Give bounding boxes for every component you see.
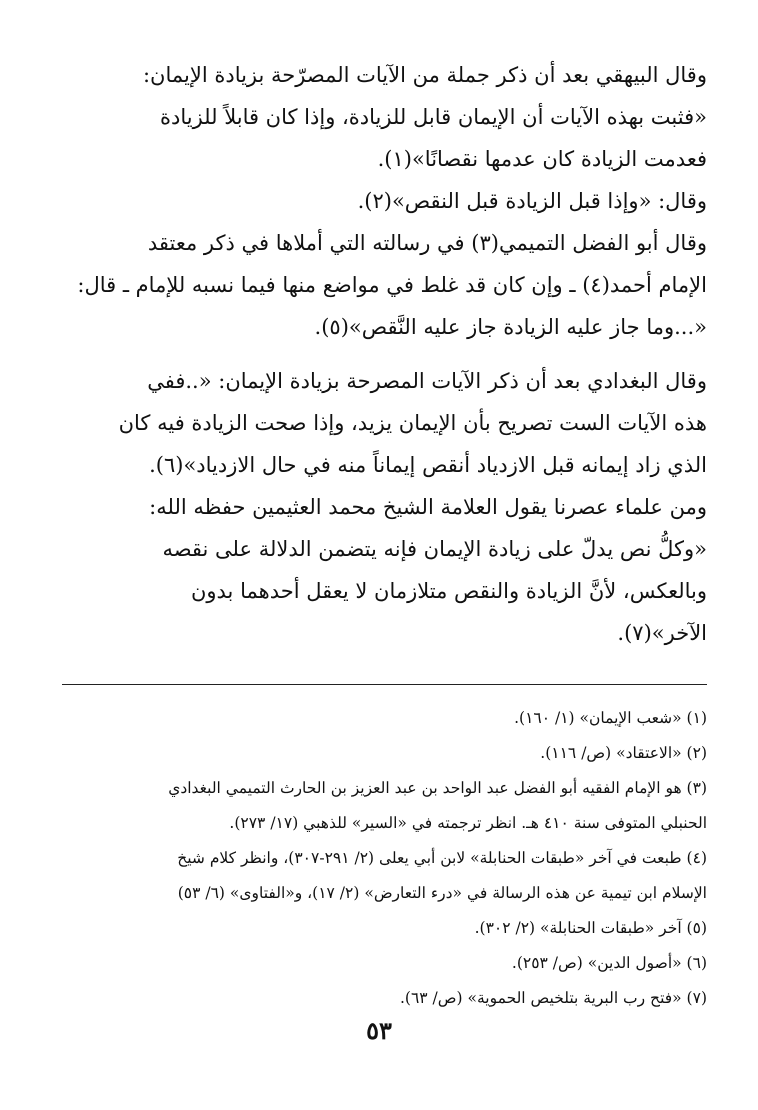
- text-line: وقال البيهقي بعد أن ذكر جملة من الآيات المصرّحة بزيادة الإيمان:: [142, 63, 707, 87]
- text-line: «فثبت بهذه الآيات أن الإيمان قابل للزيادة، وإذا كان قابلاً للزيادة: [159, 105, 707, 129]
- page-number: ٥٣: [366, 1016, 392, 1045]
- text-line: وقال البغدادي بعد أن ذكر الآيات المصرحة بزيادة الإيمان: «..ففي: [147, 369, 707, 393]
- footnote: (٣) هو الإمام الفقيه أبو الفضل عبد الواحد بن عبد العزيز بن الحارث التميمي البغدادي: [168, 779, 707, 797]
- footnote-divider: [62, 684, 707, 685]
- text-line: فعدمت الزيادة كان عدمها نقصانًا»(١).: [377, 147, 707, 171]
- footnote-continuation: الإسلام ابن تيمية عن هذه الرسالة في «درء التعارض» (٢/ ١٧)، و«الفتاوى» (٦/ ٥٣): [177, 884, 707, 902]
- footnote: (٢) «الاعتقاد» (ص/ ١١٦).: [540, 744, 707, 762]
- text-line: الذي زاد إيمانه قبل الازدياد أنقص إيماناً منه في حال الازدياد»(٦).: [149, 453, 707, 477]
- text-line: هذه الآيات الست تصريح بأن الإيمان يزيد، وإذا صحت الزيادة فيه كان: [118, 411, 707, 435]
- text-line: الإمام أحمد(٤) ـ وإن كان قد غلط في مواضع منها فيما نسبه للإمام ـ قال:: [77, 273, 707, 297]
- main-text: [62, 54, 707, 654]
- text-line: وقال: «وإذا قبل الزيادة قبل النقص»(٢).: [357, 189, 707, 213]
- footnote: (٥) آخر «طبقات الحنابلة» (٢/ ٣٠٢).: [474, 919, 707, 937]
- text-line: الآخر»(٧).: [617, 621, 707, 645]
- text-line: «...وما جاز عليه الزيادة جاز عليه النَّقص»(٥).: [314, 315, 707, 339]
- text-line: «وكلُّ نص يدلّ على زيادة الإيمان فإنه يتضمن الدلالة على نقصه: [162, 537, 707, 561]
- footnote: (١) «شعب الإيمان» (١/ ١٦٠).: [514, 709, 707, 727]
- text-line: ومن علماء عصرنا يقول العلامة الشيخ محمد العثيمين حفظه الله:: [149, 495, 707, 519]
- footnote: (٤) طبعت في آخر «طبقات الحنابلة» لابن أبي يعلى (٢/ ٢٩١-٣٠٧)، وانظر كلام شيخ: [177, 849, 707, 867]
- footnote: (٧) «فتح رب البرية بتلخيص الحموية» (ص/ ٦٣).: [399, 989, 707, 1007]
- text-line: وبالعكس، لأنَّ الزيادة والنقص متلازمان لا يعقل أحدهما بدون: [190, 579, 707, 603]
- book-page: [62, 54, 707, 1016]
- text-line: وقال أبو الفضل التميمي(٣) في رسالته التي أملاها في ذكر معتقد: [147, 231, 707, 255]
- footnote: (٦) «أصول الدين» (ص/ ٢٥٣).: [511, 954, 707, 972]
- footnotes: [62, 701, 707, 1016]
- footnote-continuation: الحنبلي المتوفى سنة ٤١٠ هـ. انظر ترجمته في «السير» للذهبي (١٧/ ٢٧٣).: [229, 814, 707, 832]
